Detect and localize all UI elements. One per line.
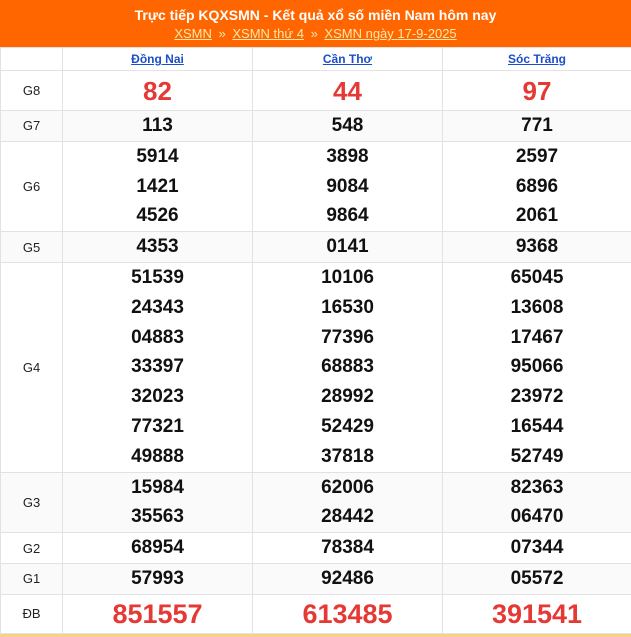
result-number: 17467	[443, 323, 631, 353]
prize-cell	[443, 563, 631, 594]
prize-column-header	[1, 48, 63, 71]
result-number: 06470	[443, 502, 631, 532]
prize-cell	[253, 472, 443, 533]
result-number: 9368	[443, 232, 631, 262]
result-number: 97	[443, 72, 631, 110]
result-number: 51539	[63, 263, 252, 293]
prize-cell	[253, 232, 443, 263]
province-link-dong-nai[interactable]: Đồng Nai	[131, 52, 184, 66]
breadcrumb-separator: »	[311, 26, 318, 41]
result-number: 391541	[443, 595, 631, 633]
prize-cell	[443, 533, 631, 564]
prize-label: G6	[1, 141, 63, 231]
prize-row-g6	[1, 141, 631, 231]
result-number: 6896	[443, 172, 631, 202]
page-title: Trực tiếp KQXSMN - Kết quả xổ số miền Nam hôm nay	[0, 5, 631, 25]
prize-cell	[63, 111, 253, 142]
prize-row-g2	[1, 533, 631, 564]
breadcrumb-xsmn[interactable]: XSMN	[174, 26, 212, 41]
province-header-can-tho	[253, 48, 443, 71]
prize-cell	[253, 594, 443, 633]
result-number: 82	[63, 72, 252, 110]
result-number: 23972	[443, 382, 631, 412]
result-number: 04883	[63, 323, 252, 353]
result-number: 62006	[253, 473, 442, 503]
prize-label: G8	[1, 71, 63, 111]
result-number: 4526	[63, 201, 252, 231]
result-number: 49888	[63, 442, 252, 472]
result-number: 78384	[253, 533, 442, 563]
prize-row-g8	[1, 71, 631, 111]
result-number: 4353	[63, 232, 252, 262]
result-number: 37818	[253, 442, 442, 472]
result-number: 32023	[63, 382, 252, 412]
province-link-can-tho[interactable]: Cần Thơ	[323, 52, 372, 66]
result-number: 15984	[63, 473, 252, 503]
prize-label: G4	[1, 262, 63, 472]
result-number: 0141	[253, 232, 442, 262]
prize-cell	[443, 262, 631, 472]
prize-cell	[253, 262, 443, 472]
result-number: 851557	[63, 595, 252, 633]
prize-row-g1	[1, 563, 631, 594]
result-number: 2597	[443, 142, 631, 172]
breadcrumb-xsmn-weekday[interactable]: XSMN thứ 4	[232, 26, 304, 41]
result-number: 77321	[63, 412, 252, 442]
province-link-soc-trang[interactable]: Sóc Trăng	[508, 52, 566, 66]
result-number: 113	[63, 111, 252, 141]
result-number: 1421	[63, 172, 252, 202]
prize-cell	[63, 232, 253, 263]
result-number: 2061	[443, 201, 631, 231]
result-number: 07344	[443, 533, 631, 563]
result-number: 52429	[253, 412, 442, 442]
prize-cell	[63, 533, 253, 564]
prize-label: G7	[1, 111, 63, 142]
results-table	[0, 47, 631, 634]
prize-label: G5	[1, 232, 63, 263]
prize-row-g4	[1, 262, 631, 472]
prize-cell	[63, 71, 253, 111]
result-number: 28992	[253, 382, 442, 412]
result-number: 95066	[443, 352, 631, 382]
prize-label: G2	[1, 533, 63, 564]
prize-cell	[63, 594, 253, 633]
result-number: 65045	[443, 263, 631, 293]
prize-label: G1	[1, 563, 63, 594]
prize-row-g3	[1, 472, 631, 533]
prize-cell	[443, 472, 631, 533]
prize-cell	[443, 594, 631, 633]
prize-cell	[253, 111, 443, 142]
result-number: 44	[253, 72, 442, 110]
prize-row-g7	[1, 111, 631, 142]
result-number: 10106	[253, 263, 442, 293]
prize-label: ĐB	[1, 594, 63, 633]
prize-cell	[443, 141, 631, 231]
province-header-soc-trang	[443, 48, 631, 71]
prize-cell	[253, 71, 443, 111]
results-header	[0, 0, 631, 47]
prize-cell	[253, 533, 443, 564]
prize-cell	[443, 71, 631, 111]
result-number: 77396	[253, 323, 442, 353]
result-number: 5914	[63, 142, 252, 172]
result-number: 16530	[253, 293, 442, 323]
result-number: 771	[443, 111, 631, 141]
result-number: 57993	[63, 564, 252, 594]
result-number: 16544	[443, 412, 631, 442]
result-number: 52749	[443, 442, 631, 472]
prize-cell	[63, 472, 253, 533]
result-number: 13608	[443, 293, 631, 323]
result-number: 33397	[63, 352, 252, 382]
prize-cell	[253, 563, 443, 594]
result-number: 3898	[253, 142, 442, 172]
prize-cell	[253, 141, 443, 231]
result-number: 28442	[253, 502, 442, 532]
prize-cell	[63, 141, 253, 231]
result-number: 9084	[253, 172, 442, 202]
breadcrumb	[0, 25, 631, 43]
result-number: 68954	[63, 533, 252, 563]
prize-cell	[63, 563, 253, 594]
result-number: 35563	[63, 502, 252, 532]
result-number: 9864	[253, 201, 442, 231]
result-number: 613485	[253, 595, 442, 633]
prize-row-g5	[1, 232, 631, 263]
result-number: 548	[253, 111, 442, 141]
footer-divider	[0, 634, 631, 637]
result-number: 92486	[253, 564, 442, 594]
prize-cell	[63, 262, 253, 472]
prize-label: G3	[1, 472, 63, 533]
result-number: 24343	[63, 293, 252, 323]
prize-cell	[443, 111, 631, 142]
breadcrumb-xsmn-date[interactable]: XSMN ngày 17-9-2025	[324, 26, 456, 41]
province-header-dong-nai	[63, 48, 253, 71]
result-number: 68883	[253, 352, 442, 382]
result-number: 82363	[443, 473, 631, 503]
result-number: 05572	[443, 564, 631, 594]
breadcrumb-separator: »	[219, 26, 226, 41]
prize-row-đb	[1, 594, 631, 633]
prize-cell	[443, 232, 631, 263]
